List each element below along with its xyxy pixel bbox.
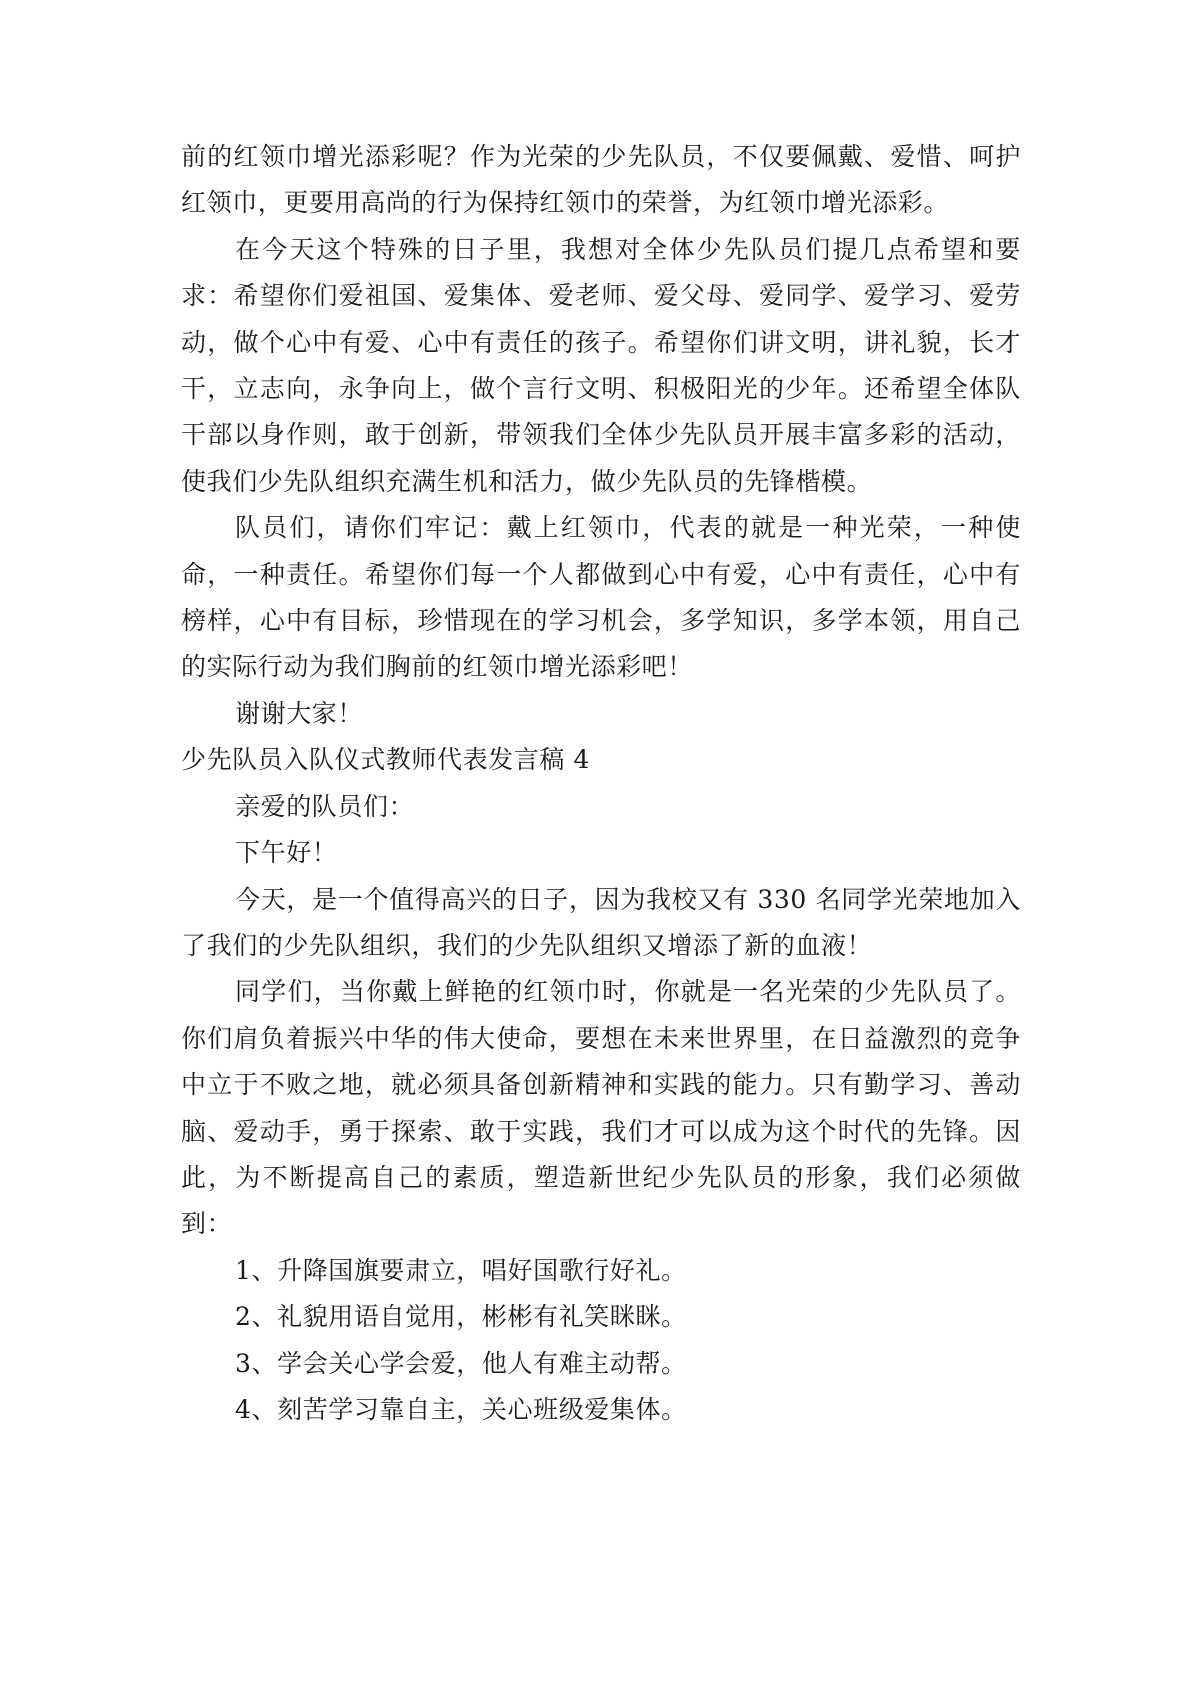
paragraph-students: 同学们，当你戴上鲜艳的红领巾时，你就是一名光荣的少先队员了。你们肩负着振兴中华的伟大使命，要想在未来世界里，在日益激烈的竞争中立于不败之地，就必须具备创新精神和实践的能力。只有勤学习、善动脑、爱动手，勇于探索、敢于实践，我们才可以成为这个时代的先锋。因此，为不断提高自己的素质，塑造新世纪少先队员的形象，我们必须做到： [181, 977, 1021, 1239]
list-item-2: 2、礼貌用语自觉用，彬彬有礼笑眯眯。 [235, 1302, 687, 1332]
paragraph-thanks: 谢谢大家！ [235, 698, 364, 728]
paragraph-remember: 队员们，请你们牢记：戴上红领巾，代表的就是一种光荣，一种使命，一种责任。希望你们每一个人都做到心中有爱，心中有责任，心中有榜样，心中有目标，珍惜现在的学习机会，多学知识，多学本领，用自己的实际行动为我们胸前的红领巾增光添彩吧！ [181, 513, 1021, 682]
paragraph-hopes: 在今天这个特殊的日子里，我想对全体少先队员们提几点希望和要求：希望你们爱祖国、爱集体、爱老师、爱父母、爱同学、爱学习、爱劳动，做个心中有爱、心中有责任的孩子。希望你们讲文明，讲礼貌，长才干，立志向，永争向上，做个言行文明、积极阳光的少年。还希望全体队干部以身作则，敢于创新，带领我们全体少先队员开展丰富多彩的活动，使我们少先队组织充满生机和活力，做少先队员的先锋楷模。 [181, 234, 1021, 496]
list-item-3: 3、学会关心学会爱，他人有难主动帮。 [235, 1348, 687, 1378]
document-body [181, 134, 1021, 1433]
paragraph-continuation: 前的红领巾增光添彩呢？作为光荣的少先队员，不仅要佩戴、爱惜、呵护红领巾，更要用高尚的行为保持红领巾的荣誉，为红领巾增光添彩。 [181, 142, 1021, 218]
list-item-1: 1、升降国旗要肃立，唱好国歌行好礼。 [235, 1255, 687, 1285]
list-item-4: 4、刻苦学习靠自主，关心班级爱集体。 [235, 1394, 687, 1424]
paragraph-today: 今天，是一个值得高兴的日子，因为我校又有 330 名同学光荣地加入了我们的少先队组织，我们的少先队组织又增添了新的血液！ [181, 884, 1021, 960]
paragraph-greeting: 下午好！ [235, 838, 338, 868]
paragraph-salutation: 亲爱的队员们： [235, 791, 415, 821]
section-heading: 少先队员入队仪式教师代表发言稿 4 [181, 745, 591, 775]
